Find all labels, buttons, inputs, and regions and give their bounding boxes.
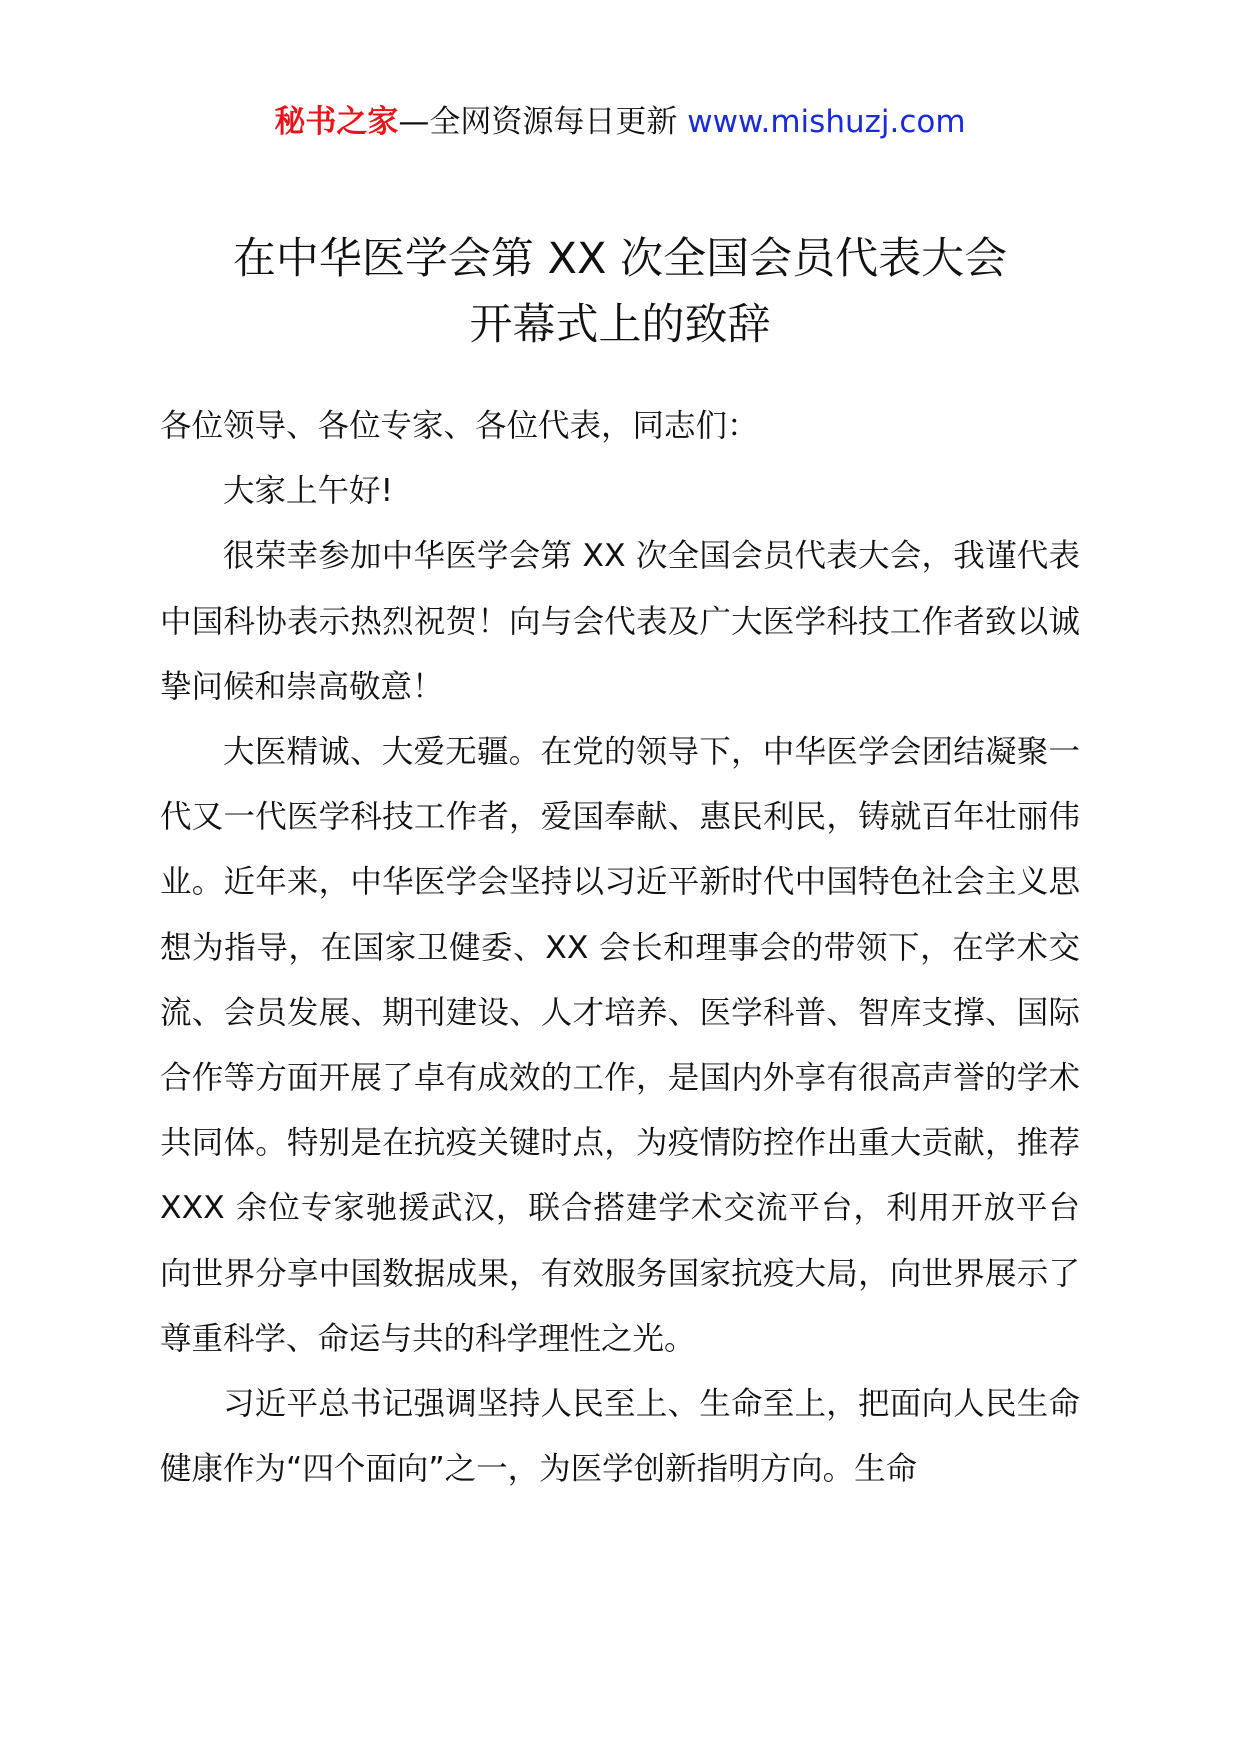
document-title xyxy=(0,226,1240,358)
watermark-url-link[interactable]: www.mishuzj.com xyxy=(687,104,966,140)
document-body xyxy=(160,394,1080,1502)
paragraph-2: 大医精诚、大爱无疆。在党的领导下，中华医学会团结凝聚一代又一代医学科技工作者，爱国奉献、惠民利民，铸就百年壮丽伟业。近年来，中华医学会坚持以习近平新时代中国特色社会主义思想为指导，在国家卫健委、XX 会长和理事会的带领下，在学术交流、会员发展、期刊建设、人才培养、医学科普、智库支撑、国际合作等方面开展了卓有成效的工作，是国内外享有很高声誉的学术共同体。特别是在抗疫关键时点，为疫情防控作出重大贡献，推荐 XXX 余位专家驰援武汉，联合搭建学术交流平台，利用开放平台向世界分享中国数据成果，有效服务国家抗疫大局，向世界展示了尊重科学、命运与共的科学理性之光。 xyxy=(160,734,1080,1357)
paragraph-3: 习近平总书记强调坚持人民至上、生命至上，把面向人民生命健康作为“四个面向”之一，为医学创新指明方向。生命 xyxy=(160,1386,1080,1488)
salutation: 各位领导、各位专家、各位代表，同志们： xyxy=(160,408,759,444)
watermark-tagline: —全网资源每日更新 xyxy=(398,104,688,140)
paragraph-1: 很荣幸参加中华医学会第 XX 次全国会员代表大会，我谨代表中国科协表示热烈祝贺！向与会代表及广大医学科技工作者致以诚挚问候和崇高敬意！ xyxy=(160,538,1080,705)
watermark-brand: 秘书之家 xyxy=(274,104,399,140)
title-line-2: 开幕式上的致辞 xyxy=(469,300,771,350)
site-watermark xyxy=(0,100,1240,144)
greeting: 大家上午好! xyxy=(223,473,394,510)
title-line-1: 在中华医学会第 XX 次全国会员代表大会 xyxy=(232,234,1008,284)
